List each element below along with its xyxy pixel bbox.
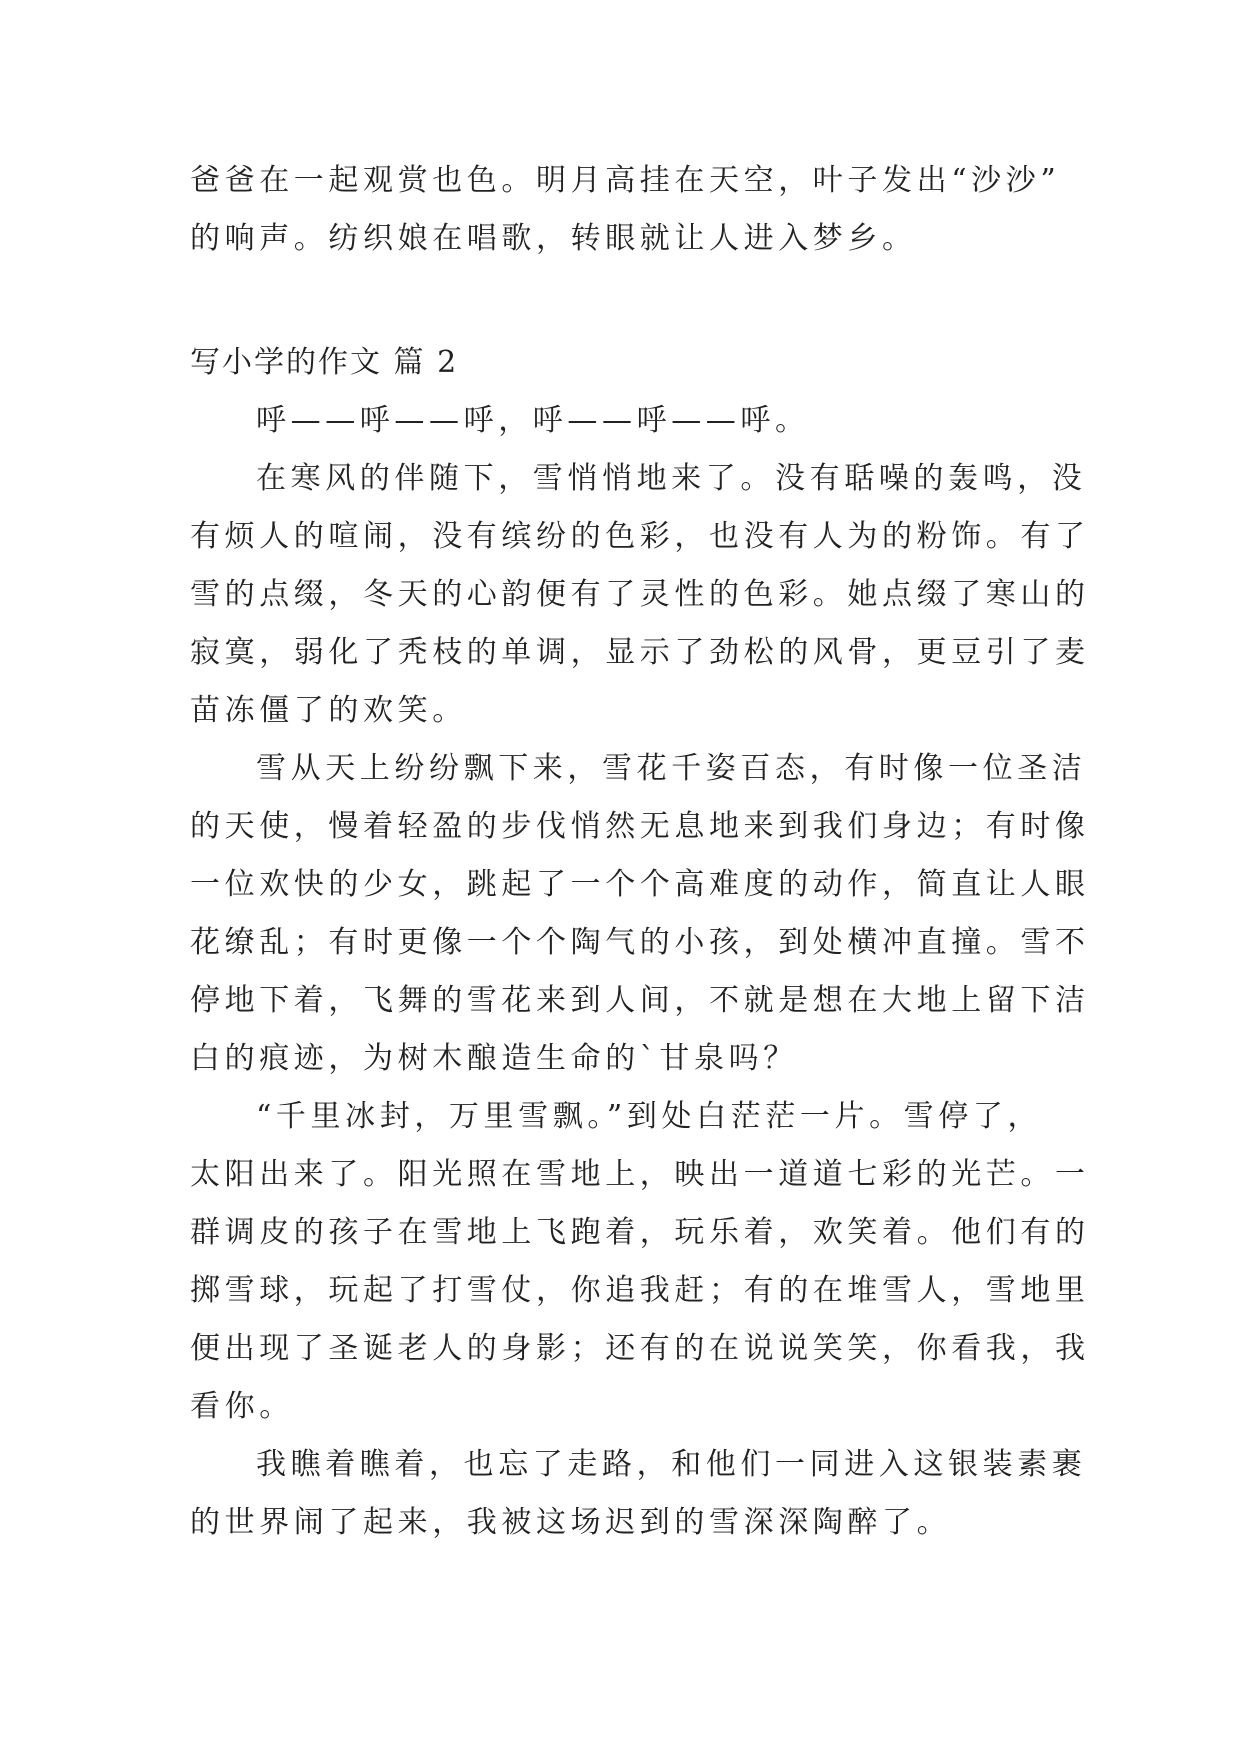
- text-line: 的世界闹了起来，我被这场迟到的雪深深陶醉了。: [190, 1505, 952, 1540]
- paragraph-3: [190, 740, 1090, 1088]
- paragraph-2: [190, 450, 1090, 740]
- intro-paragraph: [190, 152, 1061, 268]
- text-line: 我瞧着瞧着，也忘了走路，和他们一同进入这银装素裹: [256, 1447, 1087, 1482]
- section-heading: 写小学的作文 篇 2: [190, 345, 459, 380]
- text-line: 苗冻僵了的欢笑。: [190, 693, 467, 728]
- text-line: 看你。: [190, 1389, 294, 1424]
- text-line: 爸爸在一起观赏也色。明月高挂在天空，叶子发出“沙沙”: [190, 163, 1061, 198]
- text-line: 一位欢快的少女，跳起了一个个高难度的动作，简直让人眼: [190, 867, 1090, 902]
- text-line: 的天使，慢着轻盈的步伐悄然无息地来到我们身边；有时像: [190, 809, 1090, 844]
- text-line: “千里冰封，万里雪飘。”到处白茫茫一片。雪停了，: [256, 1099, 1043, 1134]
- document-body: [190, 152, 1090, 1552]
- text-line: 掷雪球，玩起了打雪仗，你追我赶；有的在堆雪人，雪地里: [190, 1273, 1090, 1308]
- text-line: 有烦人的喧闹，没有缤纷的色彩，也没有人为的粉饰。有了: [190, 519, 1090, 554]
- paragraph-4: [190, 1088, 1090, 1436]
- text-line: 停地下着，飞舞的雪花来到人间，不就是想在大地上留下洁: [190, 983, 1090, 1018]
- text-line: 太阳出来了。阳光照在雪地上，映出一道道七彩的光芒。一: [190, 1157, 1090, 1192]
- text-line: 雪的点缀，冬天的心韵便有了灵性的色彩。她点缀了寒山的: [190, 577, 1090, 612]
- text-line: 呼——呼——呼，呼——呼——呼。: [256, 403, 810, 438]
- text-line: 白的痕迹，为树木酿造生命的`甘泉吗？: [190, 1041, 798, 1076]
- text-line: 在寒风的伴随下，雪悄悄地来了。没有聒噪的轰鸣，没: [256, 461, 1087, 496]
- text-line: 群调皮的孩子在雪地上飞跑着，玩乐着，欢笑着。他们有的: [190, 1215, 1090, 1250]
- paragraph-1: [190, 392, 1050, 450]
- text-line: 寂寞，弱化了秃枝的单调，显示了劲松的风骨，更豆引了麦: [190, 635, 1090, 670]
- text-line: 便出现了圣诞老人的身影；还有的在说说笑笑，你看我，我: [190, 1331, 1090, 1366]
- text-line: 的响声。纺织娘在唱歌，转眼就让人进入梦乡。: [190, 221, 917, 256]
- text-line: 雪从天上纷纷飘下来，雪花千姿百态，有时像一位圣洁: [256, 751, 1087, 786]
- paragraph-5: [190, 1436, 1087, 1552]
- text-line: 花缭乱；有时更像一个个陶气的小孩，到处横冲直撞。雪不: [190, 925, 1090, 960]
